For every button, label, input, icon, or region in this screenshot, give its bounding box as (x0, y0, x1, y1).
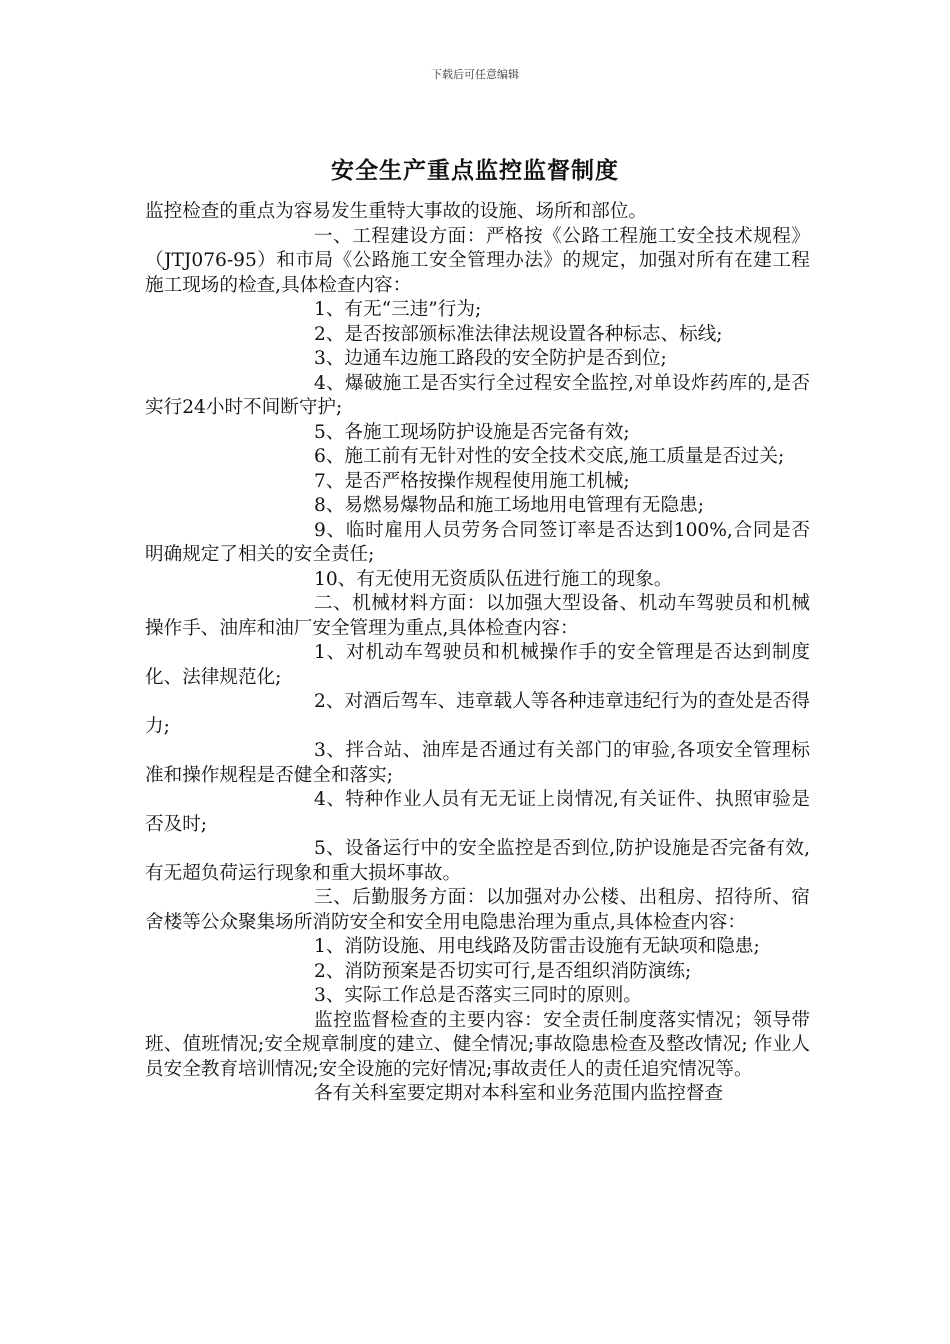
paragraph: 6、施工前有无针对性的安全技术交底,施工质量是否过关; (314, 446, 785, 467)
paragraph: 3、边通车边施工路段的安全防护是否到位; (314, 348, 667, 369)
paragraph: 3、实际工作总是否落实三同时的原则。 (314, 985, 642, 1006)
paragraph: 1、消防设施、用电线路及防雷击设施有无缺项和隐患; (314, 936, 760, 957)
paragraph: 2、消防预案是否切实可行,是否组织消防演练; (314, 960, 692, 982)
paragraph: 1、对机动车驾驶员和机械操作手的安全管理是否达到制度化、法律规范化; (145, 642, 810, 688)
paragraph: 10、有无使用无资质队伍进行施工的现象。 (314, 568, 673, 590)
paragraph: 监控监督检查的主要内容：安全责任制度落实情况；领导带班、值班情况;安全规章制度的建立、健全情况;事故隐患检查及整改情况; 作业人员安全教育培训情况;安全设施的完好情况;事故责任人的责任追究情况等。 (145, 1009, 810, 1080)
paragraph: 8、易燃易爆物品和施工场地用电管理有无隐患; (314, 495, 704, 516)
paragraph: 监控检查的重点为容易发生重特大事故的设施、场所和部位。 (145, 201, 648, 222)
paragraph: 三、后勤服务方面：以加强对办公楼、出租房、招待所、宿舍楼等公众聚集场所消防安全和安全用电隐患治理为重点,具体检查内容： (145, 887, 810, 933)
paragraph: 9、临时雇用人员劳务合同签订率是否达到100%,合同是否明确规定了相关的安全责任; (145, 519, 810, 565)
paragraph: 1、有无“三违”行为; (314, 299, 482, 320)
document-body (145, 200, 810, 1107)
document-title: 安全生产重点监控监督制度 (331, 157, 619, 184)
paragraph: 3、拌合站、油库是否通过有关部门的审验,各项安全管理标准和操作规程是否健全和落实; (145, 740, 810, 786)
paragraph: 4、特种作业人员有无无证上岗情况,有关证件、执照审验是否及时; (145, 789, 810, 835)
paragraph: 5、各施工现场防护设施是否完备有效; (314, 421, 630, 443)
paragraph: 4、爆破施工是否实行全过程安全监控,对单设炸药库的,是否实行24小时不间断守护; (145, 372, 810, 418)
paragraph: 二、机械材料方面：以加强大型设备、机动车驾驶员和机械操作手、油库和油厂安全管理为重点,具体检查内容： (145, 593, 810, 639)
paragraph: 5、设备运行中的安全监控是否到位,防护设施是否完备有效,有无超负荷运行现象和重大损坏事故。 (145, 838, 810, 884)
paragraph: 各有关科室要定期对本科室和业务范围内监控督查 (314, 1083, 724, 1104)
paragraph: 2、是否按部颁标准法律法规设置各种标志、标线; (314, 323, 723, 345)
paragraph: 2、对酒后驾车、违章载人等各种违章违纪行为的查处是否得力; (145, 691, 810, 737)
paragraph: 一、工程建设方面：严格按《公路工程施工安全技术规程》（JTJ076-95）和市局《公路施工安全管理办法》的规定，加强对所有在建工程施工现场的检查,具体检查内容： (145, 225, 810, 296)
paragraph: 7、是否严格按操作规程使用施工机械; (314, 470, 630, 492)
header-note: 下载后可任意编辑 (431, 68, 519, 81)
